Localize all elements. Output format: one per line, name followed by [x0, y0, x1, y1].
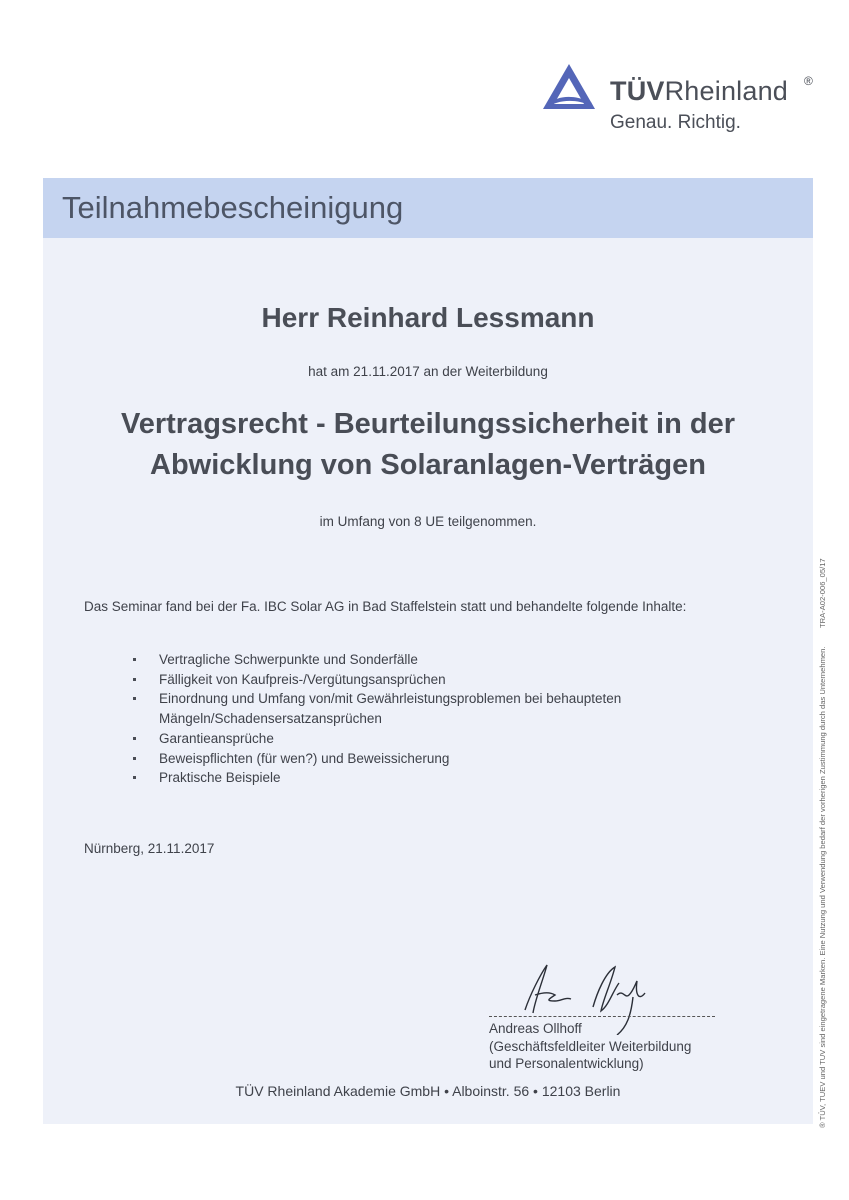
list-item: Fälligkeit von Kaufpreis-/Vergütungsansprüchen — [128, 670, 621, 690]
signer-role-line-1: (Geschäftsfeldleiter Weiterbildung — [489, 1038, 692, 1054]
list-item: Praktische Beispiele — [128, 768, 621, 788]
legal-text: ® TÜV, TUEV und TUV sind eingetragene Marken. Eine Nutzung und Verwendung bedarf der vorherigen Zustimmung durch das Unternehmen. — [818, 646, 827, 1128]
list-item: Einordnung und Umfang von/mit Gewährleistungsproblemen bei behaupteten — [128, 689, 621, 709]
course-title-line-1: Vertragsrecht - Beurteilungssicherheit in der — [120, 408, 735, 440]
tuv-rheinland-logo — [541, 62, 831, 142]
list-item: Vertragliche Schwerpunkte und Sonderfälle — [128, 650, 621, 670]
list-item-continuation: Mängeln/Schadensersatzansprüchen — [159, 711, 382, 727]
participant-name: Herr Reinhard Lessmann — [261, 302, 595, 333]
scope-line: im Umfang von 8 UE teilgenommen. — [319, 514, 537, 529]
attended-line: hat am 21.11.2017 an der Weiterbildung — [308, 364, 548, 379]
place-date: Nürnberg, 21.11.2017 — [84, 841, 215, 856]
signature-line — [489, 1016, 715, 1017]
side-legal-note — [818, 528, 827, 1128]
tuv-triangle-icon — [541, 62, 597, 112]
logo-wordmark: TÜVRheinland — [610, 76, 789, 106]
list-item: Garantieansprüche — [128, 729, 621, 749]
form-code: TRA-A02-006_05/17 — [818, 558, 827, 628]
title-band — [43, 178, 813, 238]
topics-list — [128, 650, 621, 788]
signer-block — [489, 1020, 691, 1073]
signer-name: Andreas Ollhoff — [489, 1021, 582, 1036]
signer-role-line-2: und Personalentwicklung) — [489, 1056, 644, 1071]
list-item: Beweispflichten (für wen?) und Beweissicherung — [128, 749, 621, 769]
seminar-intro: Das Seminar fand bei der Fa. IBC Solar AG in Bad Staffelstein statt und behandelte folgende Inhalte: — [84, 599, 687, 614]
certificate-heading: Teilnahmebescheinigung — [62, 190, 404, 225]
course-title-line-2: Abwicklung von Solaranlagen-Verträgen — [150, 449, 706, 481]
course-title — [43, 404, 813, 486]
logo-tagline: Genau. Richtig. — [610, 112, 741, 133]
registered-mark: ® — [804, 74, 813, 88]
footer-address: TÜV Rheinland Akademie GmbH • Alboinstr. 56 • 12103 Berlin — [235, 1083, 621, 1099]
